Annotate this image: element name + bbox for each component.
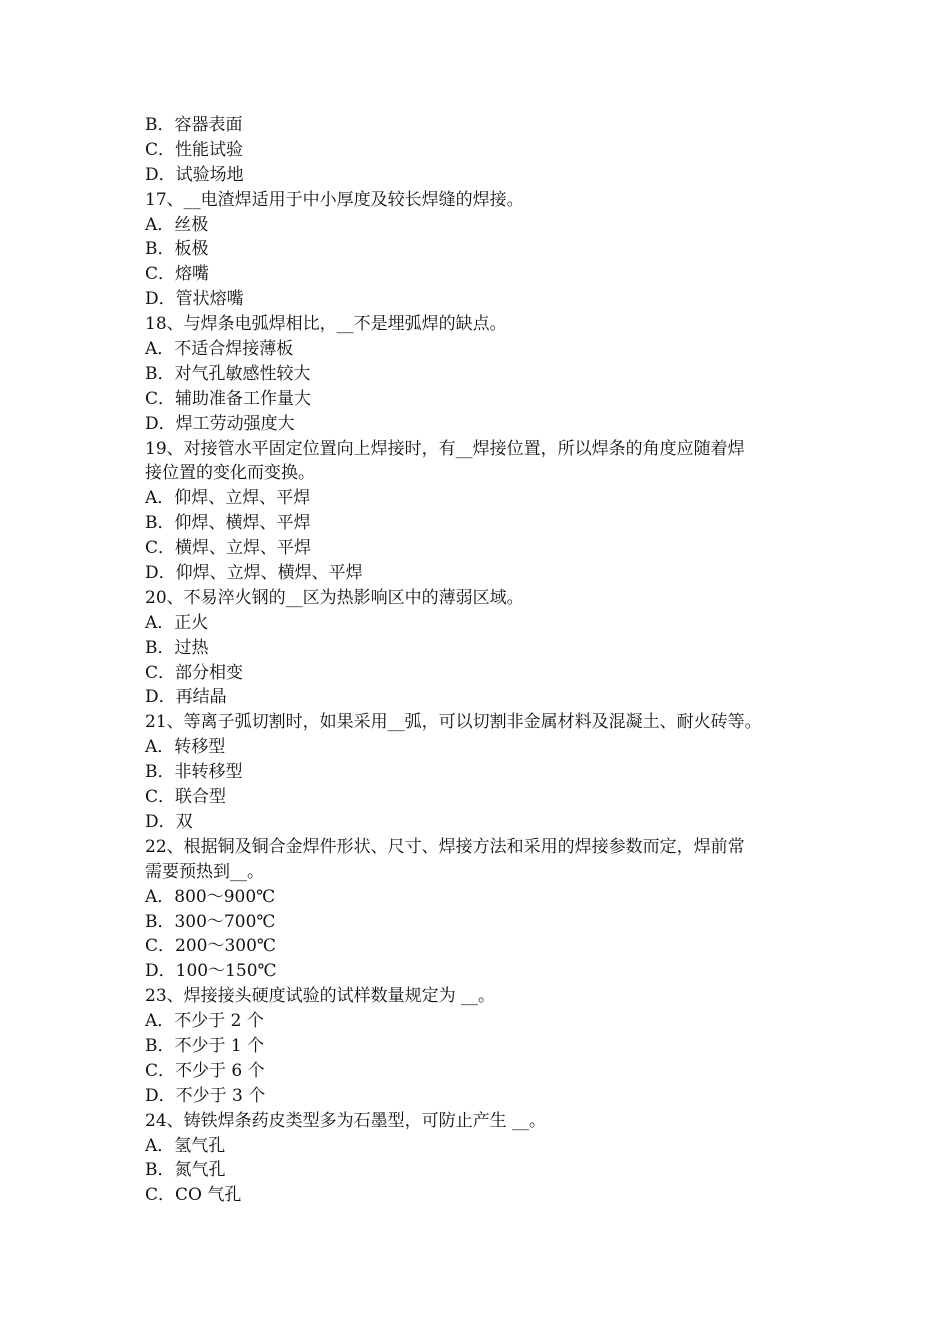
answer-option: A．仰焊、立焊、平焊 [145, 488, 311, 509]
answer-option: D．试验场地 [145, 164, 244, 185]
answer-option: A．800～900℃ [145, 886, 276, 907]
answer-option: C．不少于 6 个 [145, 1060, 265, 1081]
answer-option: B．仰焊、横焊、平焊 [145, 513, 311, 534]
answer-option: C．横焊、立焊、平焊 [145, 538, 312, 559]
answer-option: C．部分相变 [145, 662, 244, 683]
answer-option: A．转移型 [145, 737, 226, 758]
document-page [145, 113, 810, 1208]
answer-option: D．双 [145, 811, 193, 832]
answer-option: C．CO 气孔 [145, 1185, 242, 1206]
question-line: 24、铸铁焊条药皮类型多为石墨型，可防止产生 __。 [145, 1110, 547, 1131]
question-line: 19、对接管水平固定位置向上焊接时，有__焊接位置，所以焊条的角度应随着焊 [145, 438, 745, 459]
answer-option: A．不适合焊接薄板 [145, 339, 294, 360]
answer-option: D．100～150℃ [145, 961, 277, 982]
answer-option: B．过热 [145, 637, 209, 658]
answer-option: A．不少于 2 个 [145, 1011, 264, 1032]
answer-option: D．管状熔嘴 [145, 289, 244, 310]
question-line: 17、__电渣焊适用于中小厚度及较长焊缝的焊接。 [145, 189, 524, 210]
answer-option: C．联合型 [145, 787, 227, 808]
answer-option: B．容器表面 [145, 115, 243, 135]
answer-option: B．板极 [145, 239, 209, 260]
answer-option: A．正火 [145, 612, 209, 633]
answer-option: C．熔嘴 [145, 264, 210, 285]
question-line: 需要预热到__。 [145, 861, 264, 882]
answer-option: D．不少于 3 个 [145, 1085, 266, 1106]
answer-option: C．性能试验 [145, 139, 244, 160]
answer-option: C．辅助准备工作量大 [145, 388, 312, 409]
question-line: 22、根据铜及铜合金焊件形状、尺寸、焊接方法和采用的焊接参数而定，焊前常 [145, 836, 745, 857]
answer-option: A．氢气孔 [145, 1135, 226, 1156]
answer-option: D．仰焊、立焊、横焊、平焊 [145, 563, 363, 584]
question-line: 接位置的变化而变换。 [145, 463, 315, 484]
answer-option: C．200～300℃ [145, 936, 276, 957]
answer-option: B．非转移型 [145, 762, 243, 783]
answer-option: B．不少于 1 个 [145, 1035, 265, 1056]
question-line: 18、与焊条电弧焊相比，__不是埋弧焊的缺点。 [145, 314, 507, 335]
answer-option: A．丝极 [145, 214, 209, 235]
question-line: 20、不易淬火钢的__区为热影响区中的薄弱区域。 [145, 587, 524, 608]
question-line: 21、等离子弧切割时，如果采用__弧，可以切割非金属材料及混凝土、耐火砖等。 [145, 712, 762, 733]
answer-option: D．再结晶 [145, 687, 227, 708]
answer-option: B．对气孔敏感性较大 [145, 363, 311, 384]
answer-option: D．焊工劳动强度大 [145, 413, 295, 434]
answer-option: B．氮气孔 [145, 1160, 226, 1181]
question-line: 23、焊接接头硬度试验的试样数量规定为 __。 [145, 986, 496, 1007]
answer-option: B．300～700℃ [145, 911, 276, 932]
